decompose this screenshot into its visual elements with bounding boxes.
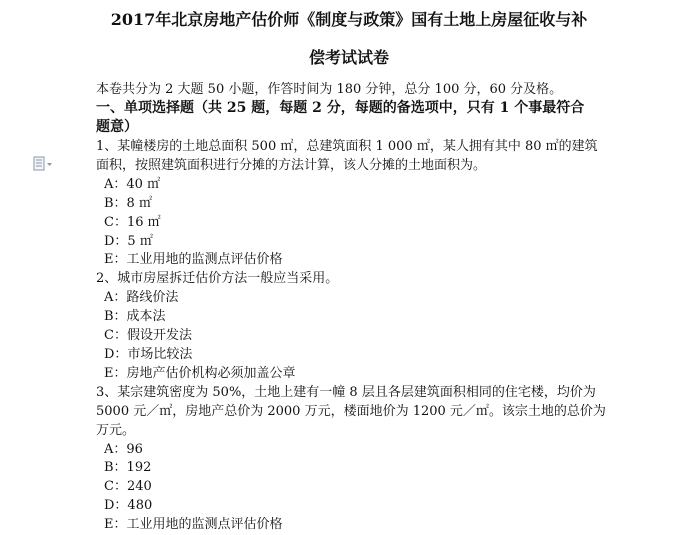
answer-option: E：工业用地的监测点评估价格	[104, 252, 283, 268]
answer-option: D：市场比较法	[104, 346, 193, 362]
document-title-line-1: 2017年北京房地产估价师《制度与政策》国有土地上房屋征收与补	[110, 10, 588, 29]
question-text: 3、某宗建筑密度为 50%，土地上建有一幢 8 层且各层建筑面积相同的住宅楼，均价为 5000 元／㎡，房地产总价为 2000 万元，楼面地价为 1200 元／㎡。该宗土地的总价为万元。	[96, 384, 606, 438]
answer-option: A：96	[104, 441, 143, 457]
exam-intro: 本卷共分为 2 大题 50 小题，作答时间为 180 分钟，总分 100 分，60 分及格。	[96, 82, 563, 97]
answer-option: E：房地产估价机构必须加盖公章	[104, 365, 296, 381]
answer-option: C：假设开发法	[104, 328, 192, 344]
section-heading: 一、单项选择题（共 25 题，每题 2 分，每题的备选项中，只有 1 个事最符合题意）	[96, 100, 585, 135]
answer-option: E：工业用地的监测点评估价格	[104, 517, 283, 533]
answer-option: B：192	[104, 460, 152, 476]
question-block	[96, 270, 606, 383]
question-block	[96, 138, 606, 270]
answer-option: B：8 ㎡	[104, 195, 152, 211]
question-text: 1、某幢楼房的土地总面积 500 ㎡，总建筑面积 1 000 ㎡，某人拥有其中 80 ㎡的建筑面积，按照建筑面积进行分摊的方法计算，该人分摊的土地面积为。	[96, 139, 598, 173]
question-text: 2、城市房屋拆迁估价方法一般应当采用。	[96, 271, 339, 287]
question-block	[96, 384, 606, 535]
document-dropdown-icon[interactable]	[33, 156, 55, 172]
answer-option: C：16 ㎡	[104, 214, 161, 230]
answer-option: A：路线价法	[104, 290, 179, 306]
question-list	[96, 138, 606, 535]
answer-option: D：5 ㎡	[104, 233, 153, 249]
answer-option: B：成本法	[104, 309, 166, 325]
document-title-line-2: 偿考试试卷	[308, 48, 389, 67]
answer-option: D：480	[104, 498, 153, 514]
answer-option: A：40 ㎡	[104, 176, 161, 192]
answer-option: C：240	[104, 479, 152, 495]
